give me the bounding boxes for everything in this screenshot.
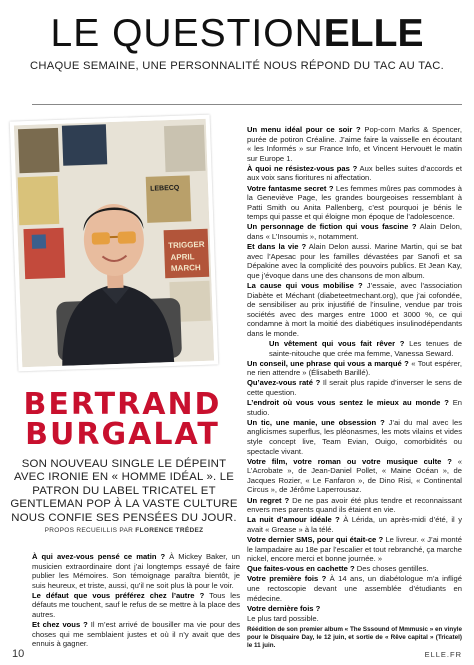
question: Votre dernière fois ?	[247, 603, 321, 613]
portrait-illustration	[14, 119, 214, 368]
credit-author: FLORENCE TRÉDEZ	[135, 527, 204, 534]
qa-item	[32, 591, 240, 620]
answer: J’ai du mal avec les anglicismes superflus, les pléonasmes, les mots vilains et vides style concept live, Team Evian, Ouigo, comorbidités ou spectacle vivant.	[247, 417, 462, 456]
record-label-1: LEBECQ	[150, 184, 180, 193]
question: Un regret ?	[247, 495, 290, 505]
question: Et dans la vie ?	[247, 242, 307, 252]
release-footnote: Réédition de son premier album « The Sssound of Mmmusic » en vinyle pour le Disquaire Day, le 12 juin, et sortie de « Rêve capital » (Tricatel) le 11 juin.	[247, 626, 462, 650]
question: Et chez vous ?	[32, 620, 88, 630]
right-column	[247, 125, 462, 650]
footer-brand: ELLE.FR	[424, 650, 462, 659]
answer: À Mickey Baker, un musicien extraordinaire dont j’ai longtemps essayé de faire publier les Mémoires. Son témoignage paraîtra bientôt, je suis heureux, et triste, aussi, qu’il ne soit plus là pour le voir.	[32, 552, 240, 590]
qa-item	[247, 359, 462, 378]
page-header	[0, 12, 474, 72]
qa-item	[247, 184, 462, 222]
answer: Il m’est arrivé de bousiller ma vie pour des choses qui me semblaient justes et où il n’y avait que des ennuis à gagner.	[32, 620, 241, 649]
record-label-2: TRIGGER	[167, 239, 205, 251]
section-title-thin: LE QUESTION	[50, 12, 324, 55]
question: Votre film, votre roman ou votre musique culte ?	[247, 456, 452, 466]
answer: Alain Delon, dans « L’Insoumis », notamment.	[247, 222, 462, 242]
qa-item	[247, 535, 462, 564]
answer: À Lérida, un après-midi d’été, il y avait « Grease » à la télé.	[247, 515, 462, 534]
question: Votre dernier SMS, pour qui était-ce ?	[247, 534, 384, 544]
answer: Des choses gentilles.	[354, 564, 429, 574]
answer: Il serait plus rapide d’inverser le sens de cette question.	[247, 378, 462, 398]
qa-item	[247, 242, 462, 280]
answer: Le plus tard possible.	[247, 613, 319, 623]
qa-item	[247, 614, 462, 624]
answer: Les tenues de sainte-nitouche que crée ma femme, Vanessa Seward.	[269, 339, 463, 358]
answer: « L’Acrobate », de Jean-Daniel Pollet, « Maine Océan », de Jacques Rozier, « Le Fanfaron », de Dino Risi, « Continental Circus », de Jérôme Laperrousaz.	[247, 456, 462, 495]
question: Votre première fois ?	[247, 574, 327, 584]
section-subtitle: CHAQUE SEMAINE, UNE PERSONNALITÉ NOUS RÉPOND DU TAC AU TAC.	[29, 60, 445, 72]
question: La nuit d’amour idéale ?	[247, 515, 340, 525]
answer: J’essaie, avec l’association Diabète et Méchant (diabeteetmechant.org), que j’ai cofondée, de sensibiliser au prix injustifié de l’insuline, vendue par trois sociétés avec des marges entre 1000 et 3000 %, ce qui condamne à mort la moitié des diabétiques insulinodépendants dans le monde.	[247, 281, 463, 338]
answer: À 14 ans, un diabétologue m’a infligé une rectoscopie devant une assemblée d’étudiants en médecine.	[247, 574, 462, 603]
name-first: BERTRAND	[23, 387, 222, 422]
author-credit	[10, 527, 238, 534]
portrait-photo	[10, 115, 219, 372]
qa-item	[32, 620, 240, 649]
section-title	[0, 12, 474, 56]
qa-item	[247, 339, 462, 358]
interviewee-name	[10, 387, 235, 452]
question: L’endroit où vous vous sentez le mieux au monde ?	[247, 398, 449, 408]
question: Un conseil, une phrase qui vous a marqué ?	[247, 358, 409, 368]
left-column	[32, 552, 240, 649]
question: Qu’avez-vous raté ?	[247, 378, 321, 388]
page-number: 10	[12, 648, 25, 660]
question: La cause qui vous mobilise ?	[247, 281, 363, 290]
answer: « Tout espérer, ne rien attendre » (Élisabeth Barillé).	[247, 358, 462, 378]
answer: Le livreur. « J’ai monté le lampadaire au 18e par l’escalier et tout rebranché, ça marche nickel, encore merci et bonne journée. »	[247, 534, 462, 564]
qa-item	[247, 418, 462, 456]
qa-item	[247, 222, 462, 241]
record-label-4: MARCH	[170, 262, 201, 274]
qa-item	[247, 457, 462, 495]
qa-item	[247, 515, 462, 534]
qa-item	[247, 574, 462, 603]
question: Le défaut que vous préférez chez l’autre ?	[32, 590, 205, 600]
name-last: BURGALAT	[25, 417, 220, 452]
answer: De ne pas avoir été plus tendre et reconnaissant envers mes parents quand ils étaient en vie.	[247, 495, 462, 515]
answer: En studio.	[247, 398, 462, 417]
qa-item	[32, 552, 240, 590]
question: Un personnage de fiction qui vous fascine ?	[247, 222, 417, 232]
intro-text: SON NOUVEAU SINGLE LE DÉPEINT AVEC IRONIE EN « HOMME IDÉAL ». LE PATRON DU LABEL TRICATEL ET GENTLEMAN POP À LA VASTE CULTURE NOUS CONFIE SES PENSÉES DU JOUR.	[10, 458, 238, 524]
answer: Alain Delon aussi. Marine Martin, qui se bat avec l’Apesac pour les familles dévastées par Sanofi et sa Dépakine avec la complicité des pouvoirs publics. Et Jean Kay, que j’évoque dans une des chansons de mon album.	[247, 242, 462, 280]
question: À qui avez-vous pensé ce matin ?	[32, 552, 166, 561]
qa-item	[247, 496, 462, 515]
record-label-3: APRIL	[170, 252, 195, 263]
qa-item	[247, 164, 462, 183]
question: Votre fantasme secret ?	[247, 183, 334, 193]
credit-prefix: PROPOS RECUEILLIS PAR	[44, 527, 134, 534]
question: Un menu idéal pour ce soir ?	[247, 125, 361, 134]
question: Que faites-vous en cachette ?	[247, 564, 355, 574]
question: Un vêtement qui vous fait rêver ?	[269, 339, 405, 349]
question: Un tic, une manie, une obsession ?	[247, 417, 385, 427]
qa-item	[247, 564, 462, 574]
qa-item	[247, 378, 462, 397]
qa-item	[247, 281, 462, 339]
section-title-bold: ELLE	[323, 12, 424, 55]
answer: Aux belles suites d’accords et aux voix sans fioritures ni affectation.	[247, 163, 462, 183]
qa-item	[247, 604, 462, 614]
answer: Les femmes mûres pas commodes à la Geneviève Page, les grandes bourgeoises ressemblant à Patti Smith ou Anita Pallenberg, c’est pourquoi je bénis le temps qui passe et qui éloigne mon époque de l’adolescence.	[247, 183, 462, 222]
question: À quoi ne résistez-vous pas ?	[247, 163, 358, 173]
qa-item	[247, 125, 462, 163]
answer: Tous les défauts me touchent, sauf le refus de se mettre à la place des autres.	[32, 590, 240, 620]
answer: Pop-corn Marks & Spencer, purée de potiron Créaline. J’aime faire la vaisselle en écoutant « les Informés » sur France Info, et Vincent Hervouët le matin sur Europe 1.	[247, 125, 462, 163]
header-divider	[32, 104, 462, 105]
qa-item	[247, 398, 462, 417]
